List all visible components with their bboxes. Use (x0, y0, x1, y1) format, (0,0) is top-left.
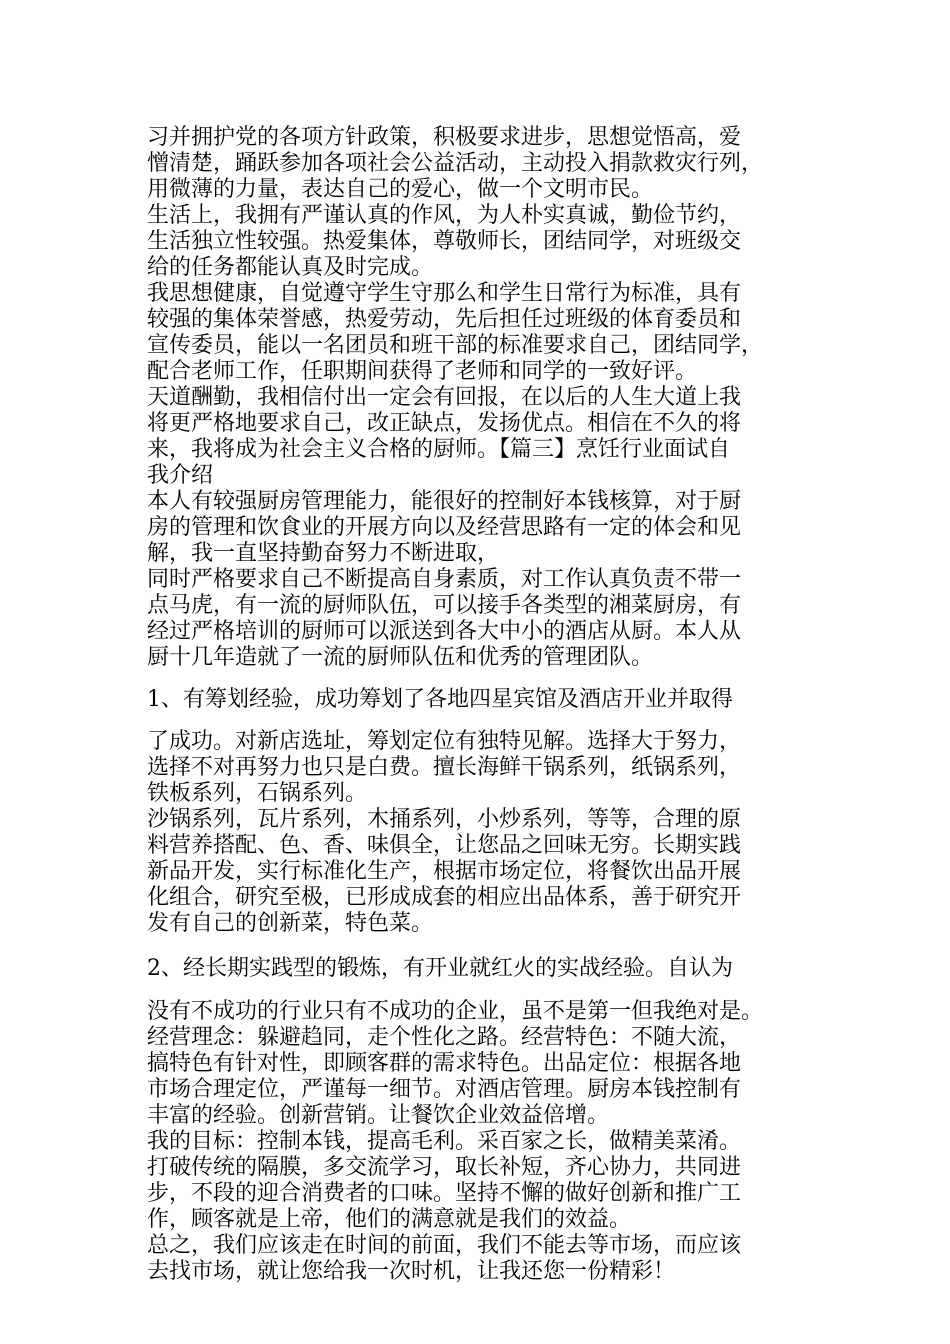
text-line: 配合老师工作，任职期间获得了老师和同学的一致好评。 (147, 359, 698, 384)
text-line: 步，不段的迎合消费者的口味。坚持不懈的做好创新和推广工 (147, 1181, 742, 1206)
text-line: 了成功。对新店选址，筹划定位有独特见解。选择大于努力， (147, 729, 742, 754)
text-line: 同时严格要求自己不断提高自身素质，对工作认真负责不带一 (147, 567, 742, 592)
text-line: 没有不成功的行业只有不成功的企业，虽不是第一但我绝对是。 (147, 999, 764, 1024)
text-line: 天道酬勤，我相信付出一定会有回报，在以后的人生大道上我 (147, 385, 742, 410)
text-line: 房的管理和饮食业的开展方向以及经营思路有一定的体会和见 (147, 515, 742, 540)
text-line: 市场合理定位，严谨每一细节。对酒店管理。厨房本钱控制有 (147, 1077, 742, 1102)
text-line: 2、经长期实践型的锻炼，有开业就红火的实战经验。自认为 (147, 956, 733, 981)
text-line: 搞特色有针对性，即顾客群的需求特色。出品定位：根据各地 (147, 1051, 742, 1076)
text-line: 较强的集体荣誉感，热爱劳动，先后担任过班级的体育委员和 (147, 307, 742, 332)
text-line: 我的目标：控制本钱，提高毛利。采百家之长，做精美菜淆。 (147, 1129, 742, 1154)
text-line: 给的任务都能认真及时完成。 (147, 255, 434, 280)
text-line: 总之，我们应该走在时间的前面，我们不能去等市场，而应该 (147, 1233, 742, 1258)
text-line: 1、有筹划经验，成功筹划了各地四星宾馆及酒店开业并取得 (147, 687, 733, 712)
text-line: 习并拥护党的各项方针政策，积极要求进步，思想觉悟高，爱 (147, 125, 742, 150)
text-line: 我介绍 (147, 463, 214, 488)
text-line: 发有自己的创新菜，特色菜。 (147, 911, 434, 936)
text-line: 新品开发，实行标准化生产，根据市场定位，将餐饮出品开展 (147, 859, 742, 884)
text-line: 经过严格培训的厨师可以派送到各大中小的酒店从厨。本人从 (147, 619, 742, 644)
text-line: 将更严格地要求自己，改正缺点，发扬优点。相信在不久的将 (147, 411, 742, 436)
text-line: 点马虎，有一流的厨师队伍，可以接手各类型的湘菜厨房，有 (147, 593, 742, 618)
text-line: 来，我将成为社会主义合格的厨师。【篇三】烹饪行业面试自 (147, 437, 731, 462)
text-line: 用微薄的力量，表达自己的爱心，做一个文明市民。 (147, 177, 654, 202)
text-line: 铁板系列，石锅系列。 (147, 781, 368, 806)
text-line: 打破传统的隔膜，多交流学习，取长补短，齐心协力，共同进 (147, 1155, 742, 1180)
text-line: 经营理念：躲避趋同，走个性化之路。经营特色：不随大流， (147, 1025, 742, 1050)
text-line: 去找市场，就让您给我一次时机，让我还您一份精彩！ (147, 1259, 676, 1284)
text-line: 宣传委员，能以一名团员和班干部的标准要求自己，团结同学， (147, 333, 764, 358)
text-line: 化组合，研究至极，已形成成套的相应出品体系，善于研究开 (147, 885, 742, 910)
text-line: 沙锅系列，瓦片系列，木捅系列，小炒系列，等等，合理的原 (147, 807, 742, 832)
text-line: 憎清楚，踊跃参加各项社会公益活动，主动投入捐款救灾行列， (147, 151, 764, 176)
text-line: 解，我一直坚持勤奋努力不断进取， (147, 541, 500, 566)
text-line: 选择不对再努力也只是白费。擅长海鲜干锅系列，纸锅系列， (147, 755, 742, 780)
text-line: 生活上，我拥有严谨认真的作风，为人朴实真诚，勤俭节约， (147, 203, 742, 228)
text-line: 作，顾客就是上帝，他们的满意就是我们的效益。 (147, 1207, 632, 1232)
text-line: 厨十几年造就了一流的厨师队伍和优秀的管理团队。 (147, 645, 654, 670)
text-line: 我思想健康，自觉遵守学生守那么和学生日常行为标准，具有 (147, 281, 742, 306)
text-line: 丰富的经验。创新营销。让餐饮企业效益倍增。 (147, 1103, 610, 1128)
text-line: 本人有较强厨房管理能力，能很好的控制好本钱核算，对于厨 (147, 489, 742, 514)
text-line: 生活独立性较强。热爱集体，尊敬师长，团结同学，对班级交 (147, 229, 742, 254)
text-line: 料营养搭配、色、香、味俱全，让您品之回味无穷。长期实践 (147, 833, 742, 858)
